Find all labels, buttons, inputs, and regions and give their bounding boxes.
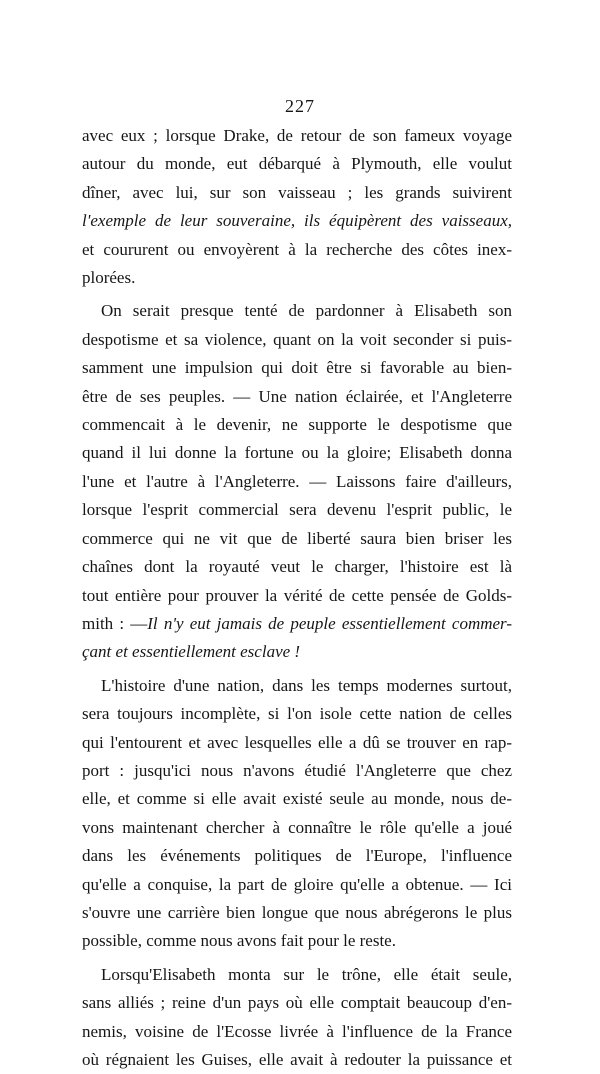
text-line: être de ses peuples. — Une nation éclairée, et l'Angleterre xyxy=(82,386,512,406)
text-line: autour du monde, eut débarqué à Plymouth, elle voulut xyxy=(82,154,512,174)
paragraph xyxy=(82,297,512,666)
text-line: commencait à le devenir, ne supporte le despotisme que xyxy=(82,415,512,435)
text-line: çant et essentiellement esclave ! xyxy=(82,642,301,662)
text-line: Lorsqu'Elisabeth monta sur le trône, elle était seule, xyxy=(101,964,512,984)
text-line: sera toujours incomplète, si l'on isole cette nation de celles xyxy=(82,704,512,724)
text-line: possible, comme nous avons fait pour le reste. xyxy=(82,931,396,951)
italic-text: , ils équipèrent des vaisseaux, xyxy=(290,211,512,231)
text-line: tout entière pour prouver la vérité de cette pensée de Golds- xyxy=(82,585,512,605)
text-line: port : jusqu'ici nous n'avons étudié l'Angleterre que chez xyxy=(82,760,512,780)
italic-text: Il n'y eut jamais de peuple essentiellement commer- xyxy=(147,613,512,633)
text-line: chaînes dont la royauté veut le charger, l'histoire est là xyxy=(82,557,512,577)
text-line: lorsque l'esprit commercial sera devenu l'esprit public, le xyxy=(82,500,512,520)
text-line: qu'elle a conquise, la part de gloire qu'elle a obtenue. — Ici xyxy=(82,874,512,894)
text-line: dans les événements politiques de l'Europe, l'influence xyxy=(82,846,512,866)
text-line: despotisme et sa violence, quant on la voit seconder si puis- xyxy=(82,329,512,349)
text-line: commerce qui ne vit que de liberté saura bien briser les xyxy=(82,528,512,548)
text-line: elle, et comme si elle avait existé seule au monde, nous de- xyxy=(82,789,512,809)
body-text xyxy=(82,122,512,1074)
paragraph xyxy=(82,672,512,956)
text-line: samment une impulsion qui doit être si favorable au bien- xyxy=(82,358,512,378)
text-line: où régnaient les Guises, elle avait à redouter la puissance et xyxy=(82,1050,512,1069)
text-line xyxy=(82,207,512,235)
page-number: 227 xyxy=(285,96,315,116)
text-line: nemis, voisine de l'Ecosse livrée à l'influence de la France xyxy=(82,1021,512,1041)
text-line: avec eux ; lorsque Drake, de retour de son fameux voyage xyxy=(82,126,512,145)
text-line: sans alliés ; reine d'un pays où elle comptait beaucoup d'en- xyxy=(82,993,512,1013)
text-run: mith : — xyxy=(82,613,148,633)
paragraph xyxy=(82,961,512,1074)
text-line: vons maintenant chercher à connaître le rôle qu'elle a joué xyxy=(82,817,512,837)
text-line: dîner, avec lui, sur son vaisseau ; les grands suivirent xyxy=(82,182,512,202)
text-line: quand il lui donne la fortune ou la gloire; Elisabeth donna xyxy=(82,443,512,463)
text-line: s'ouvre une carrière bien longue que nous abrégerons le plus xyxy=(82,902,512,922)
paragraph xyxy=(82,122,512,292)
text-line: qui l'entourent et avec lesquelles elle a dû se trouver en rap- xyxy=(82,732,512,752)
text-line: L'histoire d'une nation, dans les temps modernes surtout, xyxy=(101,675,512,695)
text-line: On serait presque tenté de pardonner à Elisabeth son xyxy=(101,301,512,321)
italic-text: l'exemple de leur souveraine xyxy=(82,211,291,231)
text-line xyxy=(82,610,512,638)
text-line: plorées. xyxy=(82,268,136,288)
text-line: l'une et l'autre à l'Angleterre. — Laissons faire d'ailleurs, xyxy=(82,471,512,491)
text-line: et coururent ou envoyèrent à la recherche des côtes inex- xyxy=(82,239,512,259)
